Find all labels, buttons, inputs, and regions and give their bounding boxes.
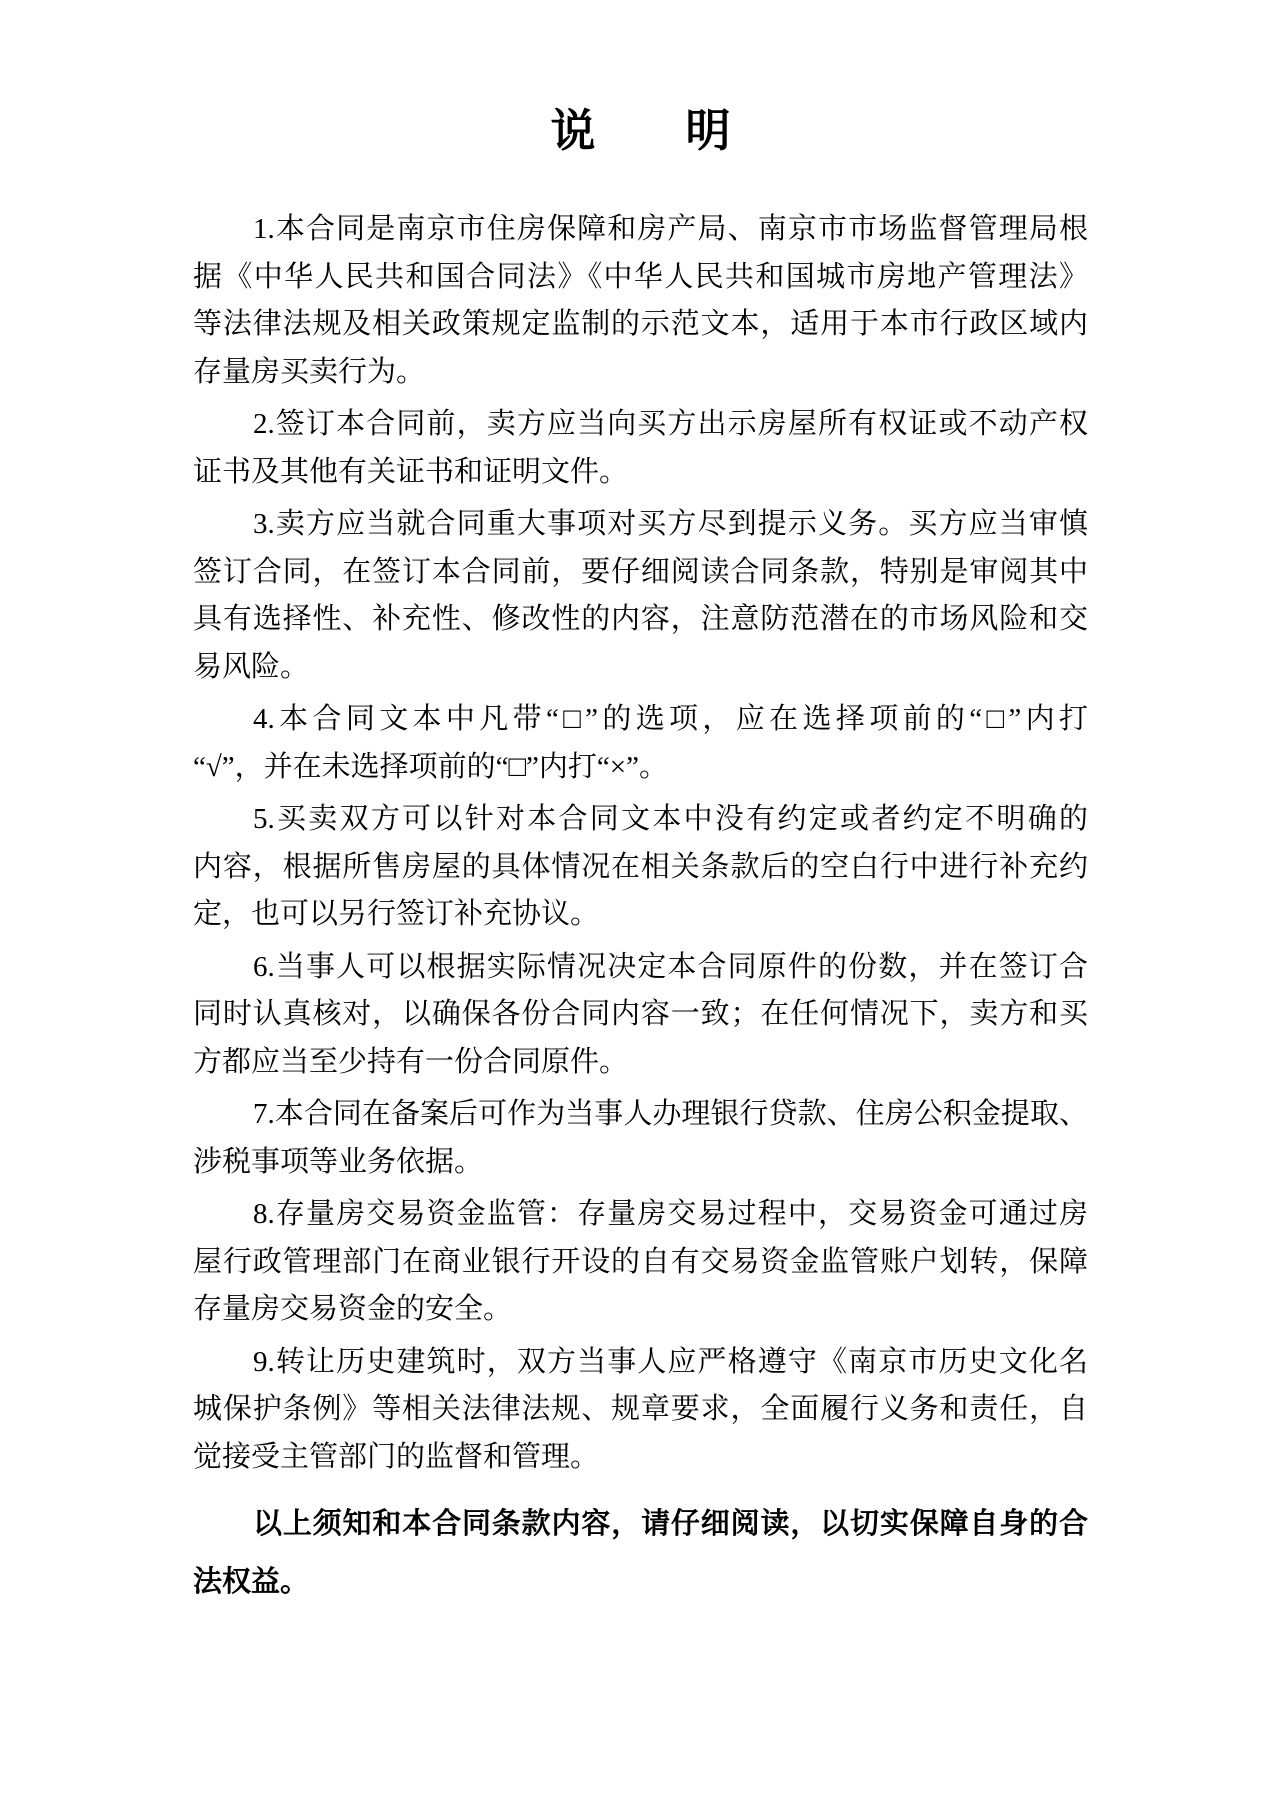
- text-line: 涉税事项等业务依据。: [193, 1145, 484, 1178]
- text-line: 等法律法规及相关政策规定监制的示范文本，适用于本市行政区域内: [193, 308, 1088, 340]
- text-line: 5.买卖双方可以针对本合同文本中没有约定或者约定不明确的: [253, 803, 1088, 835]
- text-line: 具有选择性、补充性、修改性的内容，注意防范潜在的市场风险和交: [193, 603, 1088, 635]
- paragraph-closing: [193, 1495, 1088, 1611]
- text-line: “√”，并在未选择项前的“□”内打“×”。: [193, 750, 669, 783]
- text-line: 6.当事人可以根据实际情况决定本合同原件的份数，并在签订合: [253, 950, 1088, 983]
- text-line: 8.存量房交易资金监管：存量房交易过程中，交易资金可通过房: [253, 1198, 1088, 1230]
- text-line: 方都应当至少持有一份合同原件。: [193, 1045, 629, 1078]
- text-line: 4.本合同文本中凡带“□”的选项，应在选择项前的“□”内打: [253, 703, 1088, 735]
- text-line: 签订合同，在签订本合同前，要仔细阅读合同条款，特别是审阅其中: [193, 555, 1088, 588]
- paragraph-7: [193, 1091, 1088, 1186]
- text-line: 存量房交易资金的安全。: [193, 1293, 513, 1325]
- paragraph-5: [193, 796, 1088, 939]
- paragraph-6: [193, 944, 1088, 1087]
- document-body: [193, 206, 1088, 1611]
- text-line: 城保护条例》等相关法律法规、规章要求，全面履行义务和责任，自: [193, 1393, 1088, 1425]
- page-title: 说 明: [550, 105, 731, 156]
- text-line: 觉接受主管部门的监督和管理。: [193, 1440, 600, 1473]
- paragraph-3: [193, 501, 1088, 691]
- text-line: 2.签订本合同前，卖方应当向买方出示房屋所有权证或不动产权: [253, 408, 1088, 440]
- paragraph-4: [193, 696, 1088, 791]
- paragraph-9: [193, 1339, 1088, 1482]
- text-line: 以上须知和本合同条款内容，请仔细阅读，以切实保障自身的合: [253, 1508, 1088, 1540]
- paragraph-8: [193, 1191, 1088, 1334]
- text-line: 屋行政管理部门在商业银行开设的自有交易资金监管账户划转，保障: [193, 1245, 1088, 1278]
- text-line: 存量房买卖行为。: [193, 355, 426, 388]
- text-line: 1.本合同是南京市住房保障和房产局、南京市市场监督管理局根: [253, 213, 1088, 245]
- text-line: 据《中华人民共和国合同法》《中华人民共和国城市房地产管理法》: [193, 260, 1088, 293]
- paragraph-1: [193, 206, 1088, 396]
- text-line: 易风险。: [193, 650, 310, 683]
- text-line: 定，也可以另行签订补充协议。: [193, 898, 600, 930]
- paragraph-2: [193, 401, 1088, 496]
- text-line: 7.本合同在备案后可作为当事人办理银行贷款、住房公积金提取、: [253, 1098, 1088, 1130]
- text-line: 内容，根据所售房屋的具体情况在相关条款后的空白行中进行补充约: [193, 850, 1088, 883]
- text-line: 9.转让历史建筑时，双方当事人应严格遵守《南京市历史文化名: [253, 1345, 1088, 1378]
- document-content: [193, 102, 1088, 1611]
- text-line: 3.卖方应当就合同重大事项对买方尽到提示义务。买方应当审慎: [253, 508, 1088, 540]
- text-line: 法权益。: [193, 1566, 310, 1598]
- text-line: 同时认真核对，以确保各份合同内容一致；在任何情况下，卖方和买: [193, 998, 1088, 1030]
- text-line: 证书及其他有关证书和证明文件。: [193, 455, 629, 488]
